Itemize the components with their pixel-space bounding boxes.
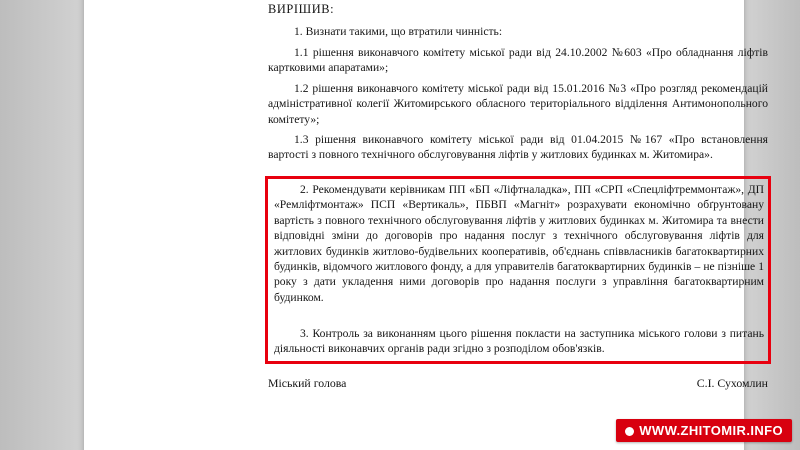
signature-row [268, 376, 768, 391]
paragraph-1-2: 1.2 рішення виконавчого комітету міської ради від 15.01.2016 №3 «Про розгляд рекомендацій адміністративної колегії Житомирського обласного територіального відділення Антимонопольного комітету»; [268, 82, 768, 126]
document-heading: ВИРІШИВ: [268, 2, 335, 16]
paragraph-2-highlighted: 2. Рекомендувати керівникам ПП «БП «Ліфтналадка», ПП «СРП «Спецліфтреммонтаж», ДП «Ремліфтмонтаж» ПСП «Вертикаль», ПБВП «Магніт» розрахувати економічно обґрунтовану вартість з повного технічного обслуговування ліфтів у житлових будинках м. Житомира та внести відповідні зміни до договорів про надання послуг з технічного обслуговування ліфтів для житлових будинків житлово-будівельних кооперативів, об'єднань співвласників багатоквартирних будинків, відомчого житлового фонду, а для управителів багатоквартирних будинків – не пізніше 1 року з дати укладення ними договорів про надання послуги з управління багатоквартирним будинком. [274, 183, 764, 304]
paragraph-3-highlighted: 3. Контроль за виконанням цього рішення покласти на заступника міського голови з питань діяльності виконавчих органів ради згідно з розподілом обов'язків. [274, 327, 764, 356]
watermark-text: WWW.ZHITOMIR.INFO [639, 423, 783, 438]
signature-title: Міський голова [268, 376, 347, 390]
site-watermark [616, 419, 792, 442]
document-page [84, 0, 768, 450]
paragraph-1: 1. Визнати такими, що втратили чинність: [294, 25, 503, 38]
page-background-left [0, 0, 84, 450]
paragraph-1-3: 1.3 рішення виконавчого комітету міської ради від 01.04.2015 №167 «Про встановлення вартості з повного технічного обслуговування ліфтів у житлових будинках м. Житомира». [268, 133, 768, 162]
globe-icon [625, 427, 634, 436]
paragraph-1-1: 1.1 рішення виконавчого комітету міської ради від 24.10.2002 №603 «Про обладнання ліфтів картковими апаратами»; [268, 46, 768, 75]
signature-name: С.І. Сухомлин [696, 376, 768, 390]
